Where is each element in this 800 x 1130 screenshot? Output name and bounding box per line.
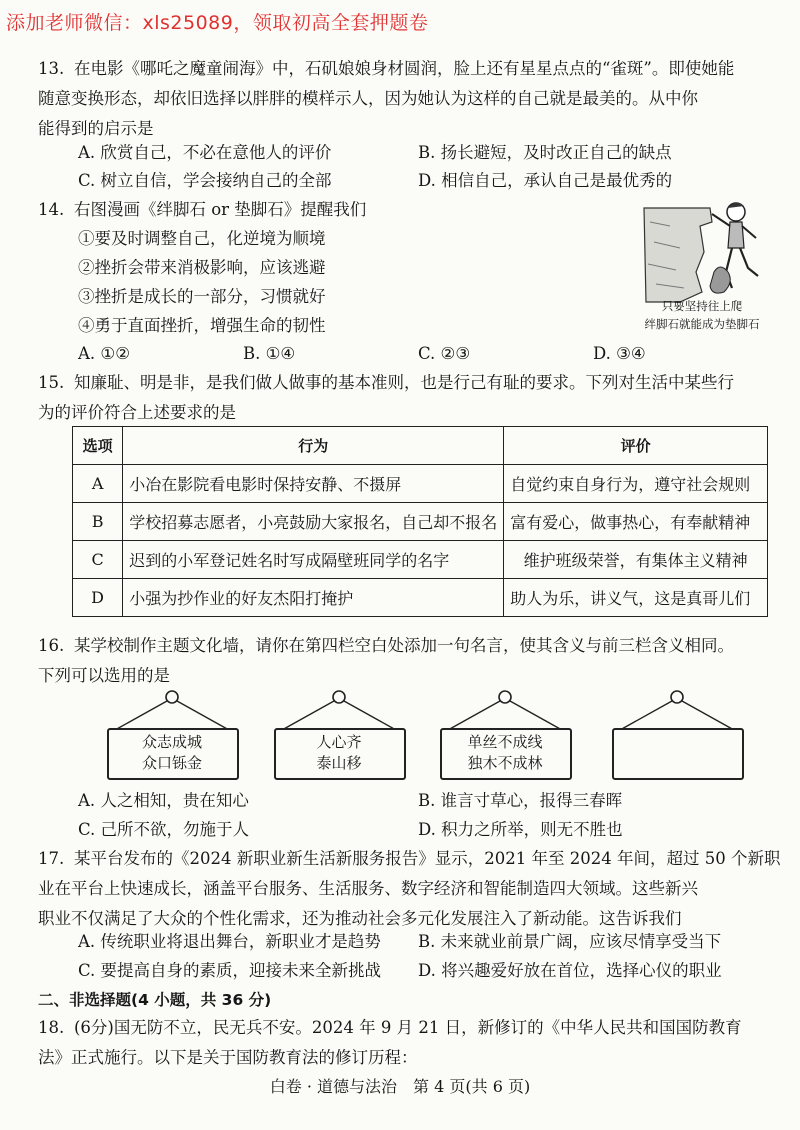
wall-sign-4-blank <box>612 690 742 780</box>
wall-sign-2 <box>274 690 404 780</box>
question-14 <box>38 195 598 225</box>
options-row <box>78 956 768 986</box>
watermark-text: 添加老师微信：xls25089，领取初高全套押题卷 <box>6 12 429 34</box>
table-row[interactable] <box>73 465 768 503</box>
cartoon-caption-line-1: 只要坚持往上爬 <box>661 299 743 313</box>
stem-line: 法》正式施行。以下是关于国防教育法的修订历程： <box>38 1048 418 1067</box>
option-b[interactable]: B. ①④ <box>243 344 296 363</box>
question-18 <box>38 1013 768 1073</box>
option-a[interactable]: A. 人之相知，贵在知心 <box>78 791 249 810</box>
section-heading: 二、非选择题(4 小题，共 36 分) <box>38 991 272 1009</box>
table-row[interactable] <box>73 541 768 579</box>
option-d[interactable]: D. ③④ <box>593 344 646 363</box>
stem-line: 知廉耻、明是非，是我们做人做事的基本准则，也是行己有耻的要求。下列对生活中某些行 <box>74 373 734 392</box>
evaluation-cell: 维护班级荣誉，有集体主义精神 <box>504 541 768 579</box>
options-row <box>78 786 768 816</box>
options-row <box>78 815 768 845</box>
question-number: 15. <box>38 373 65 392</box>
option-a[interactable]: A. 欣赏自己，不必在意他人的评价 <box>78 143 332 162</box>
behavior-cell: 学校招募志愿者，小亮鼓励大家报名，自己却不报名 <box>123 503 504 541</box>
options-row <box>78 138 768 168</box>
question-number: 16. <box>38 636 65 655</box>
option-a[interactable]: A. 传统职业将退出舞台，新职业才是趋势 <box>78 932 381 951</box>
question-15 <box>38 368 768 428</box>
stem-line: (6分)国无防不立，民无兵不安。2024 年 9 月 21 日，新修订的《中华人民共和国国防教育 <box>74 1018 742 1037</box>
behavior-cell: 小强为抄作业的好友杰阳打掩护 <box>123 579 504 617</box>
question-number: 18. <box>38 1018 65 1037</box>
stem-line: 某学校制作主题文化墙，请你在第四栏空白处添加一句名言，使其含义与前三栏含义相同。 <box>74 636 734 655</box>
evaluation-cell: 自觉约束自身行为，遵守社会规则 <box>504 465 768 503</box>
stem-line: 为的评价符合上述要求的是 <box>38 403 236 422</box>
behavior-cell: 小冶在影院看电影时保持安静、不摄屏 <box>123 465 504 503</box>
stem-line: 下列可以选用的是 <box>38 666 170 685</box>
table-row[interactable] <box>73 503 768 541</box>
page-footer: 白卷 · 道德与法治 第 4 页(共 6 页) <box>269 1077 531 1096</box>
row-label: A <box>73 465 123 503</box>
option-c[interactable]: C. 己所不欲，勿施于人 <box>78 820 250 839</box>
option-b[interactable]: B. 扬长避短，及时改正自己的缺点 <box>418 143 672 162</box>
behavior-cell: 迟到的小军登记姓名时写成隔壁班同学的名字 <box>123 541 504 579</box>
header-behavior: 行为 <box>123 427 504 465</box>
hanger-icon <box>440 690 570 732</box>
stem-line: 职业不仅满足了大众的个性化需求，还为推动社会多元化发展注入了新动能。这告诉我们 <box>38 909 682 928</box>
row-label: B <box>73 503 123 541</box>
stem-line: 能得到的启示是 <box>38 119 154 138</box>
option-c[interactable]: C. 要提高自身的素质，迎接未来全新挑战 <box>78 961 382 980</box>
table-header-row <box>73 427 768 465</box>
stem-line: 右图漫画《绊脚石 or 垫脚石》提醒我们 <box>74 200 367 219</box>
wall-sign-1 <box>107 690 237 780</box>
stem-line: 业在平台上快速成长，涵盖平台服务、生活服务、数字经济和智能制造四大领域。这些新兴 <box>38 879 698 898</box>
options-row <box>78 927 768 957</box>
row-label: C <box>73 541 123 579</box>
climbing-cartoon-image <box>640 192 768 304</box>
sign-line-1: 人心齐 <box>316 733 362 751</box>
sign-line-2: 泰山移 <box>316 754 362 772</box>
sign-line-2: 独木不成林 <box>467 754 543 772</box>
question-16 <box>38 631 768 691</box>
option-a[interactable]: A. ①② <box>78 344 130 363</box>
statement-1: ①要及时调整自己，化逆境为顺境 <box>78 229 326 248</box>
option-b[interactable]: B. 谁言寸草心，报得三春晖 <box>418 791 623 810</box>
stem-line: 在电影《哪吒之魔童闹海》中，石矶娘娘身材圆润，脸上还有星星点点的“雀斑”。即使她能 <box>74 59 735 78</box>
statement-2: ②挫折会带来消极影响，应该逃避 <box>78 258 326 277</box>
question-number: 14. <box>38 200 65 219</box>
cartoon-caption-line-2: 绊脚石就能成为垫脚石 <box>644 317 760 331</box>
sign-line-2: 众口铄金 <box>141 754 202 772</box>
option-d[interactable]: D. 积力之所举，则无不胜也 <box>418 820 623 839</box>
header-evaluation: 评价 <box>504 427 768 465</box>
statement-3: ③挫折是成长的一部分，习惯就好 <box>78 287 326 306</box>
sign-line-1: 单丝不成线 <box>467 733 543 751</box>
options-row <box>78 339 768 369</box>
table-row[interactable] <box>73 579 768 617</box>
wall-sign-3 <box>440 690 570 780</box>
behavior-evaluation-table <box>72 426 768 617</box>
sign-board <box>612 728 744 780</box>
hanger-icon <box>274 690 404 732</box>
evaluation-cell: 助人为乐，讲义气，这是真哥儿们 <box>504 579 768 617</box>
hanger-icon <box>107 690 237 732</box>
question-number: 17. <box>38 849 65 868</box>
hanger-icon <box>612 690 742 732</box>
sign-line-1: 众志成城 <box>141 733 202 751</box>
option-c[interactable]: C. ②③ <box>418 344 471 363</box>
question-17 <box>38 844 781 934</box>
option-b[interactable]: B. 未来就业前景广阔，应该尽情享受当下 <box>418 932 722 951</box>
option-d[interactable]: D. 相信自己，承认自己是最优秀的 <box>418 171 673 190</box>
stem-line: 某平台发布的《2024 新职业新生活新服务报告》显示，2021 年至 2024 年间，超过 50 个新职 <box>74 849 781 868</box>
question-number: 13. <box>38 59 65 78</box>
question-13 <box>38 54 768 144</box>
row-label: D <box>73 579 123 617</box>
option-d[interactable]: D. 将兴趣爱好放在首位，选择心仪的职业 <box>418 961 722 980</box>
option-c[interactable]: C. 树立自信，学会接纳自己的全部 <box>78 171 332 190</box>
header-option: 选项 <box>73 427 123 465</box>
evaluation-cell: 富有爱心，做事热心，有奉献精神 <box>504 503 768 541</box>
stem-line: 随意变换形态，却依旧选择以胖胖的模样示人，因为她认为这样的自己就是最美的。从中你 <box>38 89 698 108</box>
statement-4: ④勇于直面挫折，增强生命的韧性 <box>78 316 326 335</box>
